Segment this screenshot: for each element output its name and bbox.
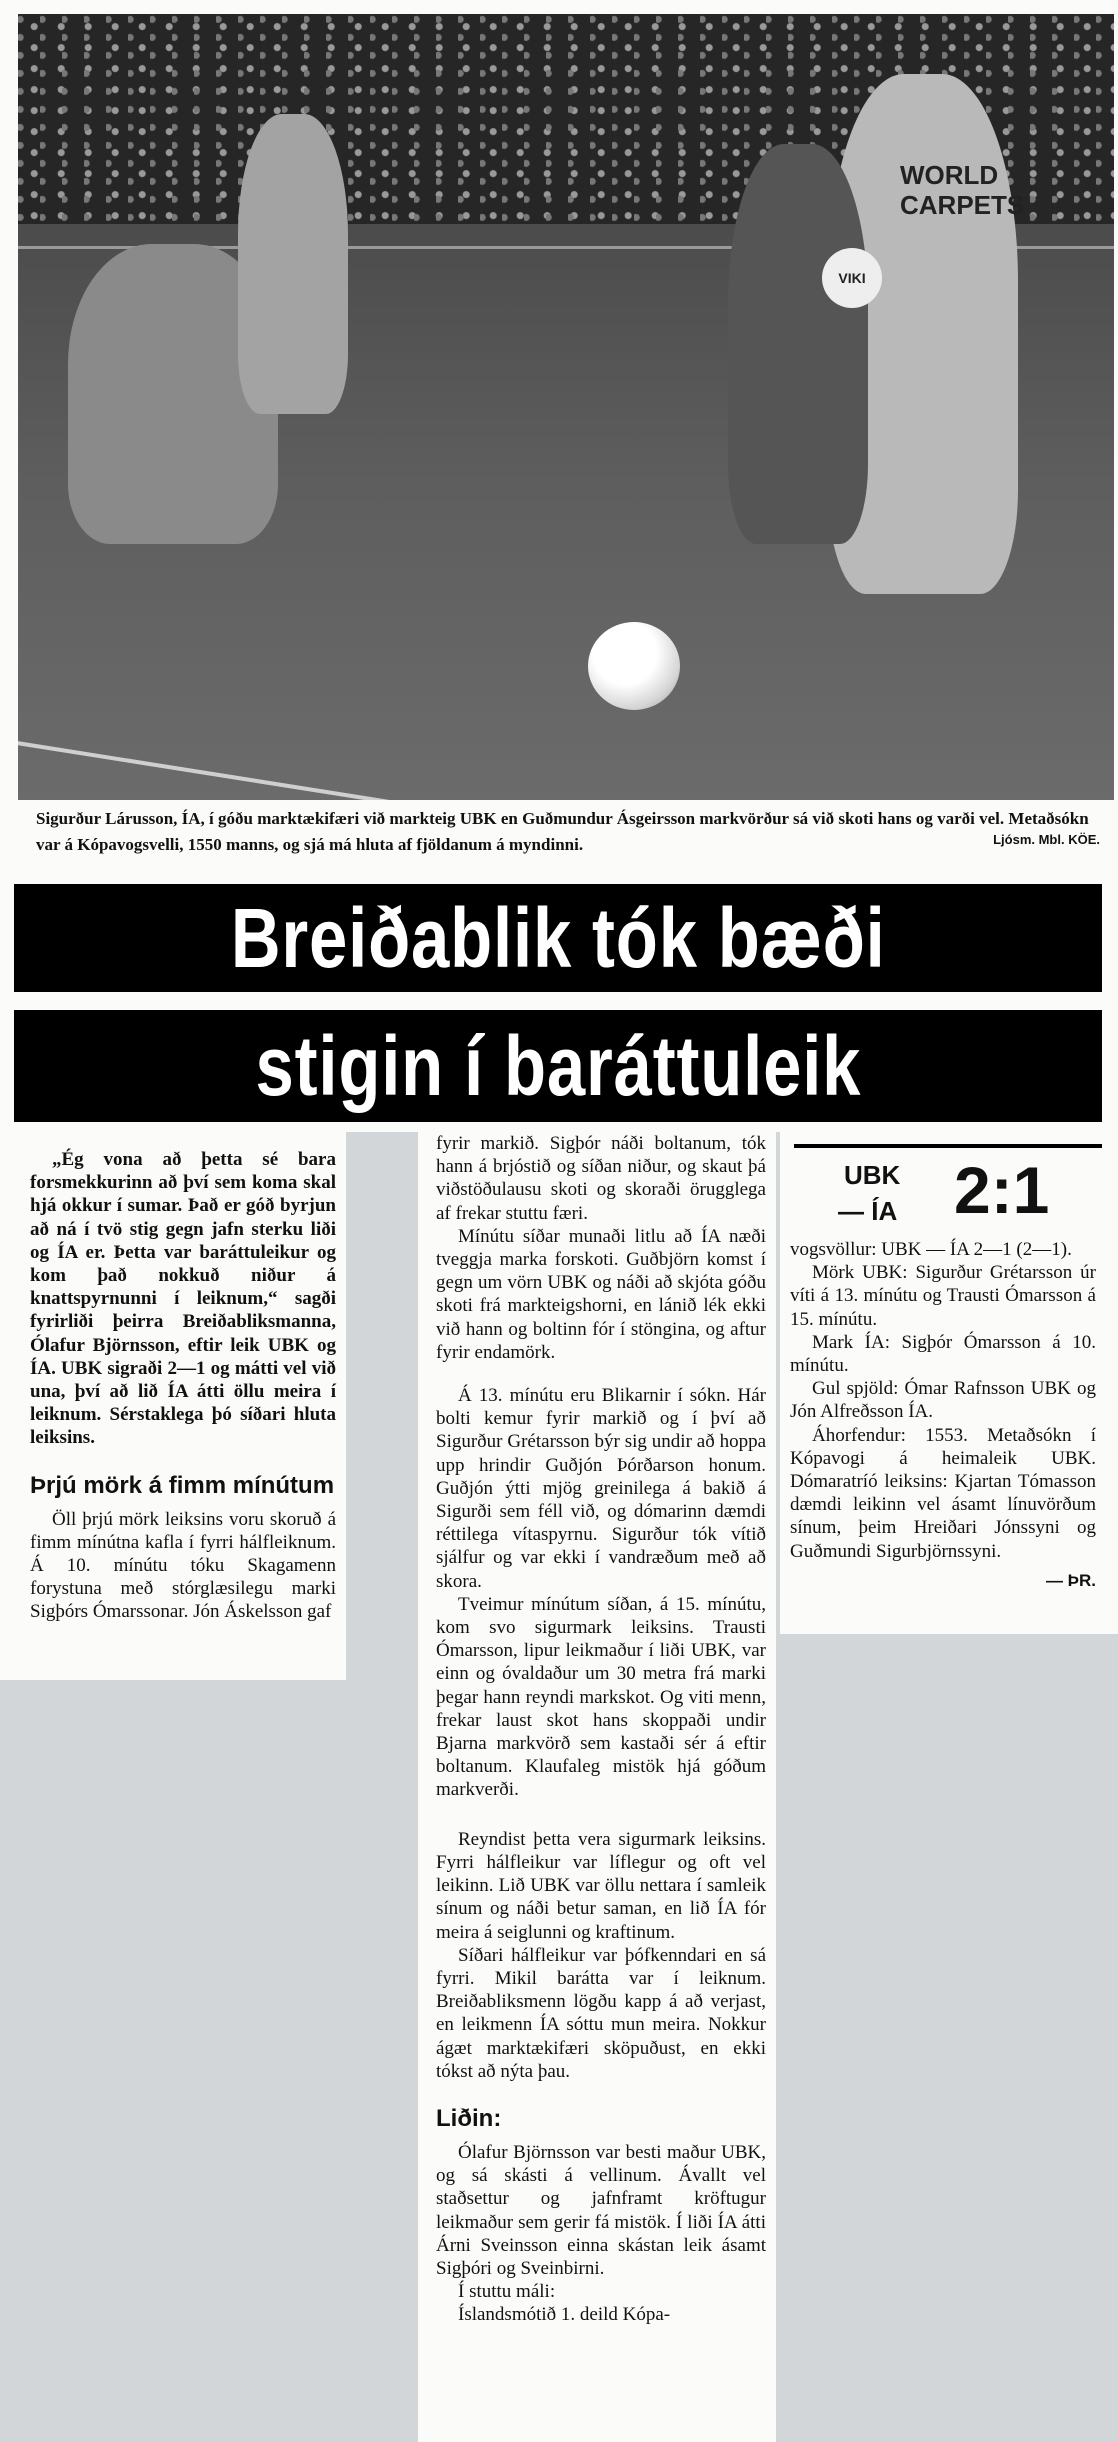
paragraph: Í stuttu máli: [458,2281,556,2303]
player-defender [728,144,868,544]
paragraph: Tveimur mínútum síðan, á 15. mínútu, kom svo sigurmark leiksins. Trausti Ómarsson, lipur leikmaður í liði UBK, var einn og óvaldaður um 30 metra frá marki þegar hann reyndi markskot. Og viti menn, frekar laust skot hans skoppaði undir Bjarna markvörð sem kastaði sér á eftir boltanum. Klaufaleg mistök hjá góðum markverði. [436,1593,766,1801]
score-box [794,1144,1102,1238]
caption-text: Sigurður Lárusson, ÍA, í góðu marktækifæri við markteig UBK en Guðmundur Ásgeirsson markvörður sá við skoti hans og varði vel. Metaðsókn var á Kópavogsvelli, 1550 manns, og sjá má hluta af fjöldanum á myndinni. [36,809,1089,854]
shirt-text-1: WORLD CARPETS [900,160,1025,220]
article-column-3 [790,1238,1096,1592]
player-background [238,114,348,414]
photo-caption [36,806,1112,858]
headline-line-1 [14,884,1102,992]
paragraph: Áhorfendur: 1553. Metaðsókn í Kópavogi á heimaleik UBK. Dómaratríó leiksins: Kjartan Tómasson dæmdi leikinn vel ásamt línuvörðum sínum, þeim Hreiðari Jónssyni og Guðmundi Sigurbjörnssyni. [790,1424,1096,1562]
photo-credit: Ljósm. Mbl. KÖE. [993,832,1100,847]
paragraph: vogsvöllur: UBK — ÍA 2—1 (2—1). [790,1239,1072,1260]
paragraph: Ólafur Björnsson var besti maður UBK, og sá skásti á vellinum. Ávallt vel staðsettur og jafnframt kröftugur leikmaður sem gerir fá mistök. Í liði ÍA átti Árni Sveinsson einna skástan leik ásamt Sigþóri og Sveinbirni. [436,2141,766,2279]
paragraph: Reyndist þetta vera sigurmark leiksins. Fyrri hálfleikur var líflegur og oft vel leikinn. Lið UBK var öllu nettara í samleik sínum og náði betur saman, en lið ÍA fór meira á seiglunni og kraftinum. [436,1828,766,1943]
shirt-badge [822,248,882,308]
author-signature: — ÞR. [1045,1570,1096,1590]
headline-line-2 [14,1010,1102,1122]
football [588,622,680,710]
headline-text-1: Breiðablik tók bæði [230,891,886,985]
paragraph: Íslandsmótið 1. deild Kópa- [458,2304,671,2326]
headline-text-2: stigin í baráttuleik [255,1019,861,1113]
paragraph: fyrir markið. Sigþór náði boltanum, tók hann á brjóstið og síðan niður, og skaut þá viðstöðulausu skoti og skoraði örugglega af frekar stuttu færi. [436,1133,766,1224]
paragraph: Öll þrjú mörk leiksins voru skoruð á fimm mínútna kafla í fyrri hálfleiknum. Á 10. mínútu tóku Skagamenn forystuna með stórglæsilegu marki Sigþórs Ómarssonar. Jón Áskelsson gaf [30,1508,336,1623]
shirt-text-2: VIKI [838,270,866,286]
paragraph: Mínútu síðar munaði litlu að ÍA næði tveggja marka forskoti. Guðbjörn komst í gegn um vörn UBK og náði að skjóta góðu skoti frá markteigshorni, en lánið lék ekki við hann og boltinn fór í stöngina, og aftur fyrir endamörk. [436,1225,766,1363]
lead-paragraph: „Ég vona að þetta sé bara forsmekkurinn að því sem koma skal hjá okkur í sumar. Það er góð byrjun að ná í tvö stig gegn jafn sterku liði og ÍA er. Þetta var baráttuleikur og kom það nokkuð niður á knattspyrnunni í leiknum,“ sagði fyrirliði þeirra Breiðabliksmanna, Ólafur Björnsson, eftir leik UBK og ÍA. UBK sigraði 2—1 og mátti vel við una, því að lið ÍA átti öllu meira í leiknum. Sérstaklega þó síðari hluta leiksins. [30,1149,336,1449]
team-home: UBK [844,1160,901,1190]
match-photo [18,14,1114,800]
photo-shirt-texts [900,160,1025,220]
subheading-teams: Liðin: [436,2104,502,2132]
paragraph: Síðari hálfleikur var þófkenndari en sá fyrri. Mikil barátta var í leiknum. Breiðabliksmenn lögðu kapp á að verjast, en leikmenn ÍA sóttu mun meira. Nokkur ágæt marktækifæri sköpuðust, en ekki tókst að nýta þau. [436,1944,766,2082]
team-away: — ÍA [838,1196,898,1226]
paragraph: Gul spjöld: Ómar Rafnsson UBK og Jón Alfreðsson ÍA. [790,1378,1096,1423]
paragraph: Mark ÍA: Sigþór Ómarsson á 10. mínútu. [790,1331,1096,1377]
article-column-1 [30,1148,336,1624]
pitch-line-diagonal [18,738,512,800]
article-column-2 [436,1132,766,2327]
paragraph: Á 13. mínútu eru Blikarnir í sókn. Hár bolti kemur fyrir markið og í því að Sigurður Grétarsson býr sig undir að hoppa upp hrindir Guðjón Þórðarson honum. Guðjón ýtti mjög greinilega á bakið á Sigurði sem féll við, og dómarinn dæmdi réttilega vítaspyrnu. Sigurður tók vítið sjálfur og var ekki í vandræðum með að skora. [436,1385,766,1592]
final-score: 2:1 [954,1153,1050,1227]
paragraph: Mörk UBK: Sigurður Grétarsson úr víti á 13. mínútu og Trausti Ómarsson á 15. mínútu. [790,1262,1096,1330]
subheading-goals: Þrjú mörk á fimm mínútum [30,1471,335,1499]
